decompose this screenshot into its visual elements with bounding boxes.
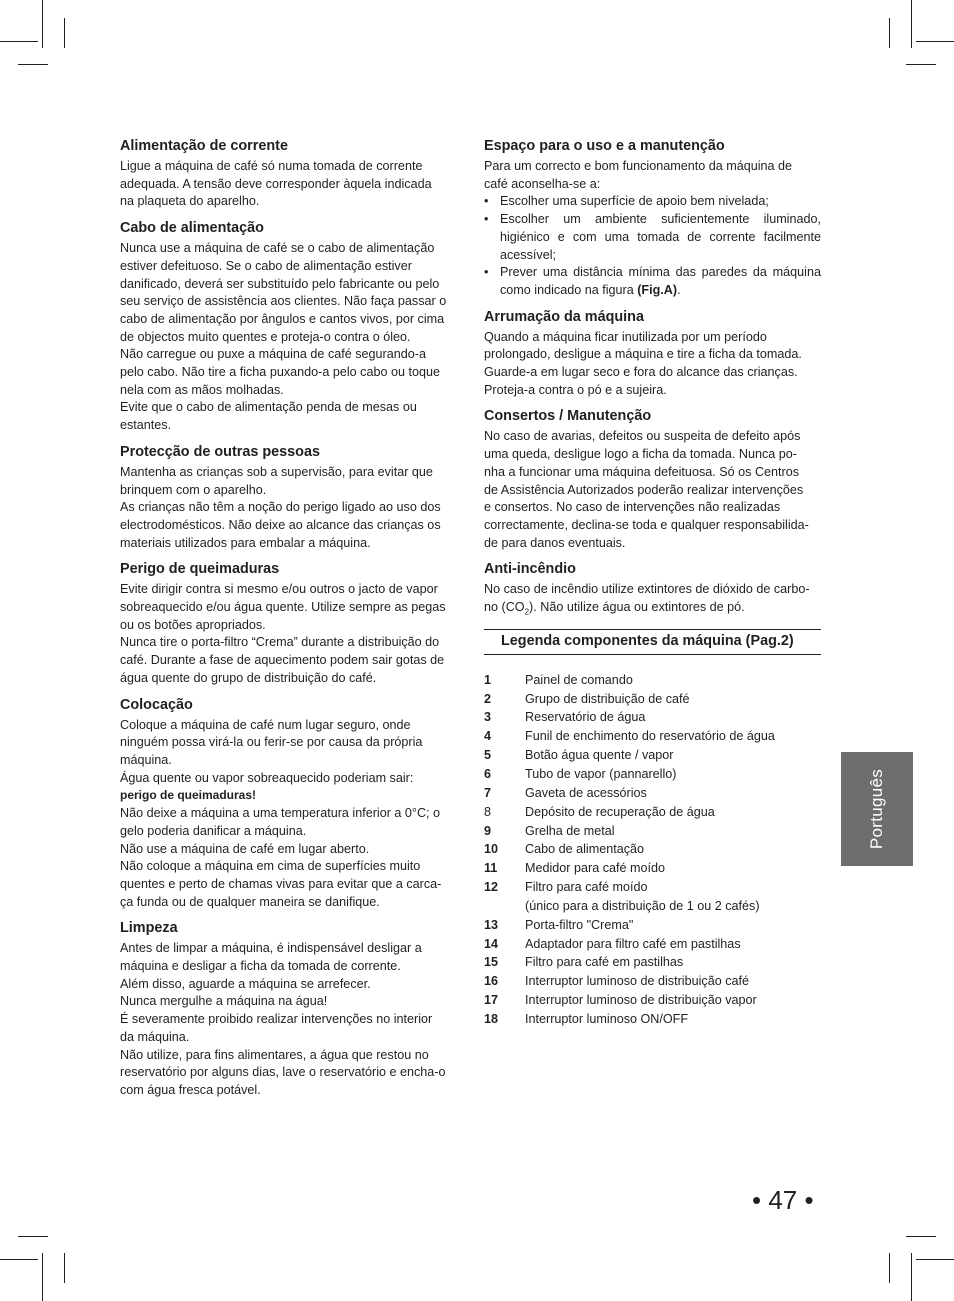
section-line: de para danos eventuais. bbox=[484, 535, 626, 550]
list-item: • Escolher um ambiente suficientemente iluminado, higiénico e com uma tomada de corrente facilmente acessível; bbox=[484, 212, 821, 262]
item-number: 11 bbox=[484, 861, 498, 876]
section-line: Evite dirigir contra si mesmo e/ou outros o jacto de vapor bbox=[120, 582, 438, 597]
list-item bbox=[484, 746, 821, 765]
section-line: As crianças não têm a noção do perigo ligado ao uso dos bbox=[120, 500, 441, 515]
section-line: Água quente ou vapor sobreaquecido poderiam sair: bbox=[120, 770, 414, 785]
crop-mark bbox=[911, 0, 912, 48]
item-label: Adaptador para filtro café em pastilhas bbox=[525, 936, 741, 951]
bullet-icon: • bbox=[484, 194, 489, 209]
section-line: cabo de alimentação por ângulos e cantos vivos, por cima bbox=[120, 311, 445, 326]
list-item bbox=[484, 727, 821, 746]
section-line: Ligue a máquina de café só numa tomada de corrente bbox=[120, 159, 423, 173]
list-item bbox=[484, 935, 821, 954]
list-item: • Prever uma distância mínima das paredes da máquina como indicado na figura (Fig.A). bbox=[484, 265, 821, 297]
item-label: Interruptor luminoso de distribuição vapor bbox=[525, 993, 757, 1008]
bullet-list bbox=[484, 193, 821, 299]
item-label: Interruptor luminoso de distribuição café bbox=[525, 974, 750, 989]
item-label: Interruptor luminoso ON/OFF bbox=[525, 1011, 689, 1026]
section-line: Proteja-a contra o pó e a sujeira. bbox=[484, 382, 667, 397]
section-line: nha a funcionar uma máquina defeituosa. Só os Centros bbox=[484, 464, 800, 479]
item-label: Grupo de distribuição de café bbox=[525, 691, 690, 706]
section-storage bbox=[484, 308, 821, 400]
section-line: café aconselha-se a: bbox=[484, 176, 601, 191]
section-line: electrodomésticos. Não deixe ao alcance das crianças os bbox=[120, 517, 441, 532]
section-title: Alimentação de corrente bbox=[120, 138, 288, 154]
item-label: Porta-filtro "Crema" bbox=[525, 917, 634, 932]
list-item bbox=[484, 953, 821, 972]
section-line: materiais utilizados para embalar a máquina. bbox=[120, 535, 371, 550]
list-item bbox=[484, 822, 821, 841]
crop-mark bbox=[0, 1259, 38, 1260]
item-number: 14 bbox=[484, 936, 499, 951]
item-number: 6 bbox=[484, 766, 492, 781]
item-number: 17 bbox=[484, 993, 499, 1008]
item-number: 16 bbox=[484, 974, 499, 989]
item-label: Reservatório de água bbox=[525, 710, 646, 725]
section-line: reservatório por alguns dias, lave o reservatório e encha-o bbox=[120, 1065, 446, 1080]
item-number: 3 bbox=[484, 710, 492, 725]
crop-mark bbox=[42, 1253, 43, 1301]
section-line: Nunca mergulhe a máquina na água! bbox=[120, 994, 328, 1009]
section-line: com água fresca potável. bbox=[120, 1082, 261, 1097]
list-item bbox=[484, 991, 821, 1010]
section-line: Evite que o cabo de alimentação penda de mesas ou bbox=[120, 400, 417, 415]
bullet-icon: • bbox=[484, 265, 489, 280]
item-label: Cabo de alimentação bbox=[525, 842, 645, 857]
section-line: Não carregue ou puxe a máquina de café segurando-a bbox=[120, 347, 426, 362]
crop-mark bbox=[916, 41, 954, 42]
section-line: água quente do grupo de distribuição do café. bbox=[120, 670, 377, 685]
section-title: Perigo de queimaduras bbox=[120, 561, 280, 578]
section-line: gelo poderia danificar a máquina. bbox=[120, 823, 307, 838]
section-line: na plaqueta do aparelho. bbox=[120, 194, 260, 209]
item-label: Botão água quente / vapor bbox=[525, 748, 674, 763]
item-number: 8 bbox=[484, 804, 492, 819]
section-line: seu serviço de assistência aos clientes. Não faça passar o bbox=[120, 294, 447, 309]
section-title: Anti-incêndio bbox=[484, 561, 576, 578]
crop-mark bbox=[64, 18, 65, 48]
list-item bbox=[484, 916, 821, 935]
item-label: Funil de enchimento do reservatório de água bbox=[525, 729, 775, 744]
item-label: Filtro para café em pastilhas bbox=[525, 955, 684, 970]
section-line: Guarde-a em lugar seco e fora do alcance das crianças. bbox=[484, 365, 798, 380]
section-line: Para um correcto e bom funcionamento da máquina de bbox=[484, 159, 793, 173]
item-label: Depósito de recuperação de água bbox=[525, 804, 715, 819]
section-title: Consertos / Manutenção bbox=[484, 408, 652, 425]
item-label: Gaveta de acessórios bbox=[525, 785, 647, 800]
bullet-icon: • bbox=[484, 212, 489, 227]
section bbox=[120, 696, 456, 912]
list-item bbox=[484, 840, 821, 859]
section-line: máquina e desligar a ficha da tomada de corrente. bbox=[120, 959, 401, 974]
list-item bbox=[484, 878, 821, 897]
crop-mark bbox=[906, 1236, 936, 1237]
section-line: ninguém possa virá-la ou ferir-se por causa da própria bbox=[120, 735, 423, 750]
section-title: Cabo de alimentação bbox=[120, 220, 264, 237]
crop-mark bbox=[916, 1259, 954, 1260]
crop-mark bbox=[18, 1236, 48, 1237]
section-line: correctamente, declina-se toda e qualquer responsabilida- bbox=[484, 517, 809, 532]
item-label: Medidor para café moído bbox=[525, 861, 666, 876]
language-tab bbox=[841, 752, 913, 866]
section-line: sobreaquecido e/ou água quente. Utilize sempre as pegas bbox=[120, 600, 446, 615]
section-line: da máquina. bbox=[120, 1029, 190, 1044]
list-item bbox=[484, 897, 821, 916]
section-line: no $(CO_2)$. Não utilize água ou extintores de pó. bbox=[484, 600, 745, 617]
section-line: Não utilize, para fins alimentares, a água que restou no bbox=[120, 1047, 429, 1062]
crop-mark bbox=[42, 0, 43, 48]
item-number: 5 bbox=[484, 748, 492, 763]
section-line: estantes. bbox=[120, 418, 172, 433]
section-line: nela com as mãos molhadas. bbox=[120, 382, 284, 397]
left-column bbox=[120, 137, 456, 1108]
item-number: 13 bbox=[484, 917, 499, 932]
item-number: 9 bbox=[484, 823, 492, 838]
crop-mark bbox=[889, 1253, 890, 1283]
item-number bbox=[484, 897, 525, 916]
item-number: 15 bbox=[484, 955, 499, 970]
list-item bbox=[484, 765, 821, 784]
section-line: prolongado, desligue a máquina e tire a ficha da tomada. bbox=[484, 347, 802, 362]
section-line: brinquem com o aparelho. bbox=[120, 482, 267, 497]
crop-mark bbox=[18, 64, 48, 65]
section-title: Espaço para o uso e a manutenção bbox=[484, 138, 725, 154]
right-column bbox=[484, 137, 821, 1029]
section bbox=[120, 443, 456, 553]
item-number: 7 bbox=[484, 785, 492, 800]
section-line: Mantenha as crianças sob a supervisão, para evitar que bbox=[120, 464, 433, 479]
section-line: perigo de queimaduras! bbox=[120, 788, 257, 803]
item-number: 4 bbox=[484, 729, 492, 744]
section-line: Coloque a máquina de café num lugar seguro, onde bbox=[120, 717, 411, 732]
item-number: 18 bbox=[484, 1011, 499, 1026]
item-label: Filtro para café moído bbox=[525, 880, 648, 895]
subscript: 2 bbox=[524, 607, 530, 617]
section-line: máquina. bbox=[120, 752, 172, 767]
crop-mark bbox=[889, 18, 890, 48]
section-line: Antes de limpar a máquina, é indispensável desligar a bbox=[120, 941, 422, 956]
crop-mark bbox=[911, 1253, 912, 1301]
section bbox=[120, 560, 456, 687]
section-repairs bbox=[484, 407, 821, 552]
section-line: danificado, deverá ser substituído pelo fabricante ou pelo bbox=[120, 276, 440, 291]
list-item bbox=[484, 972, 821, 991]
section-line: estiver defeituoso. Se o cabo de alimentação estiver bbox=[120, 258, 412, 273]
page-number: • 47 • bbox=[752, 1185, 814, 1215]
list-item bbox=[484, 708, 821, 727]
item-number: 1 bbox=[484, 672, 492, 687]
list-item bbox=[484, 803, 821, 822]
section-line: Além disso, aguarde a máquina se arrefecer. bbox=[120, 976, 371, 991]
section-line: de objectos muito quentes e proteja-o contra o óleo. bbox=[120, 329, 411, 344]
section-fire bbox=[484, 560, 821, 616]
section-line: Nunca use a máquina de café se o cabo de alimentação bbox=[120, 241, 435, 256]
crop-mark bbox=[906, 64, 936, 65]
item-label: Grelha de metal bbox=[525, 823, 615, 838]
section-line: No caso de incêndio utilize extintores de dióxido de carbo- bbox=[484, 582, 810, 597]
section-line: No caso de avarias, defeitos ou suspeita de defeito após bbox=[484, 429, 801, 444]
item-label: (único para a distribuição de 1 ou 2 cafés) bbox=[525, 898, 760, 913]
section-line: Não coloque a máquina em cima de superfícies muito bbox=[120, 859, 421, 874]
section bbox=[120, 919, 456, 1099]
section-line: Não use a máquina de café em lugar aberto. bbox=[120, 841, 370, 856]
section-line: pelo cabo. Não tire a ficha puxando-a pelo cabo ou toque bbox=[120, 365, 440, 380]
list-item bbox=[484, 690, 821, 709]
section-line: adequada. A tensão deve corresponder àquela indicada bbox=[120, 176, 432, 191]
language-label: Português bbox=[867, 768, 887, 850]
section-line: ou os botões apropriados. bbox=[120, 617, 266, 632]
section-line: e consertos. No caso de intervenções não realizadas bbox=[484, 500, 781, 515]
crop-mark bbox=[0, 41, 38, 42]
crop-mark bbox=[64, 1253, 65, 1283]
figure-reference: (Fig.A) bbox=[637, 282, 678, 297]
section-line: É severamente proibido realizar intervenções no interior bbox=[120, 1012, 433, 1027]
section-title: Colocação bbox=[120, 696, 193, 713]
list-item: • Escolher uma superfície de apoio bem nivelada; bbox=[484, 193, 821, 211]
section-title: Limpeza bbox=[120, 920, 178, 937]
section-line: Nunca tire o porta-filtro “Crema” durante a distribuição do bbox=[120, 635, 440, 650]
section-space bbox=[484, 137, 821, 300]
list-item bbox=[484, 671, 821, 690]
list-item bbox=[484, 859, 821, 878]
legend-list bbox=[484, 671, 821, 1029]
item-number: 2 bbox=[484, 691, 492, 706]
section-line: ça funda ou de qualquer maneira se danifique. bbox=[120, 894, 380, 909]
item-label: Tubo de vapor (pannarello) bbox=[525, 766, 677, 781]
section bbox=[120, 137, 456, 211]
section-line: de Assistência Autorizados poderão realizar intervenções bbox=[484, 482, 804, 497]
section-line: quentes e perto de chamas vivas para evitar que a carca- bbox=[120, 876, 442, 891]
item-number: 12 bbox=[484, 880, 499, 895]
section bbox=[120, 219, 456, 435]
section-line: café. Durante a fase de aquecimento podem sair gotas de bbox=[120, 653, 445, 668]
section-title: Protecção de outras pessoas bbox=[120, 443, 320, 460]
section-title: Arrumação da máquina bbox=[484, 308, 644, 325]
section-line: Quando a máquina ficar inutilizada por um período bbox=[484, 329, 767, 344]
item-label: Painel de comando bbox=[525, 672, 633, 687]
legend-title: Legenda componentes da máquina (Pag.2) bbox=[484, 629, 821, 655]
list-item bbox=[484, 1010, 821, 1029]
section-line: uma queda, desligue logo a ficha da tomada. Nunca po- bbox=[484, 447, 797, 462]
section-line: Não deixe a máquina a uma temperatura inferior a 0°C; o bbox=[120, 806, 441, 821]
list-item bbox=[484, 784, 821, 803]
item-number: 10 bbox=[484, 842, 499, 857]
